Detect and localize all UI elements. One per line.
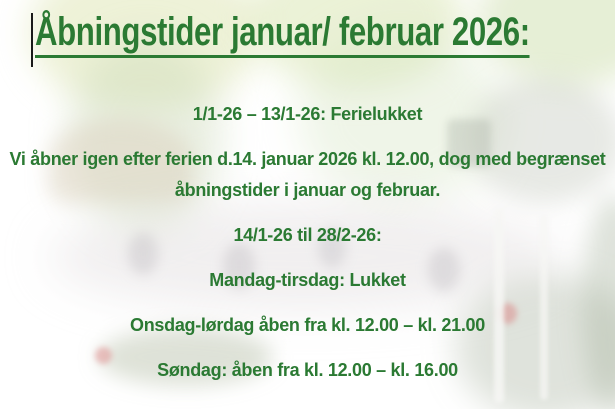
schedule-text-block [0, 99, 615, 400]
line-monday-tuesday: Mandag-tirsdag: Lukket [209, 270, 406, 290]
text-cursor [31, 13, 33, 67]
line-wednesday-saturday: Onsdag-lørdag åben fra kl. 12.00 – kl. 21.00 [130, 315, 485, 335]
page-title-text: Åbningstider januar/ februar 2026: [35, 12, 530, 58]
line-holiday-closed: 1/1-26 – 13/1-26: Ferielukket [192, 104, 423, 124]
page-title [35, 12, 615, 58]
line-reopening-info: Vi åbner igen efter ferien d.14. januar 2026 kl. 12.00, dog med begrænset åbningstider i januar og februar. [9, 149, 606, 200]
line-sunday: Søndag: åben fra kl. 12.00 – kl. 16.00 [157, 360, 458, 380]
line-period: 14/1-26 til 28/2-26: [233, 225, 382, 245]
